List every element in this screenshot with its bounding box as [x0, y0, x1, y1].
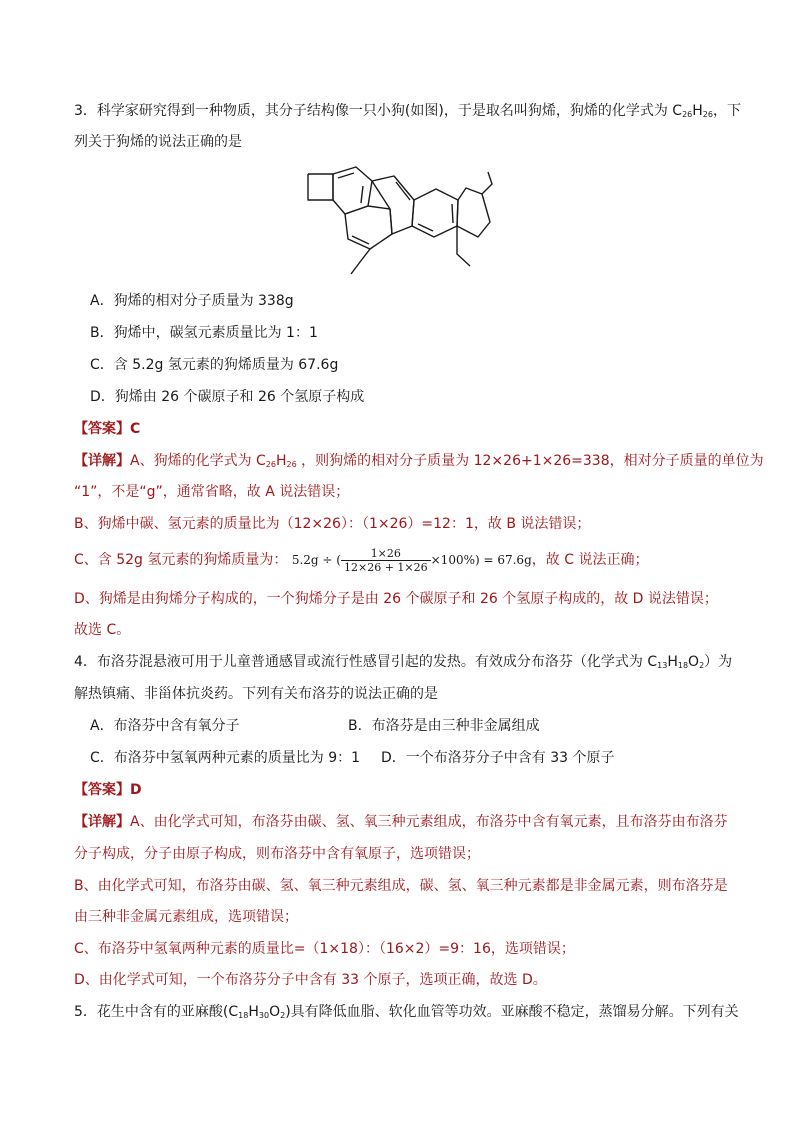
q4-stem-tail: ）为 — [704, 654, 733, 670]
q3-stem-tail: ，下 — [712, 103, 741, 119]
cyclobutane-ring — [308, 174, 333, 200]
calc-suffix: ×100%) = 67.6g — [430, 553, 532, 567]
q5-formula-h: H — [248, 1004, 259, 1020]
q5-stem — [74, 1002, 739, 1022]
benzene-ring-b — [345, 206, 392, 249]
q5-formula-sub: 30 — [258, 1011, 270, 1020]
q3-stem — [74, 101, 741, 121]
q3-option-c: C．含 5.2g 氢元素的狗烯质量为 67.6g — [90, 357, 339, 373]
q3-explanation-a — [74, 451, 764, 471]
q3-explanation-c — [74, 543, 648, 577]
q3-exp-a-tail: ，则狗烯的相对分子质量为 12×26+1×26=338，相对分子质量的单位为 — [296, 453, 764, 469]
q3-stem-text: 3．科学家研究得到一种物质，其分子结构像一只小狗(如图)，于是取名叫狗烯，狗烯的化学式为 C — [74, 103, 683, 119]
q3-formula-h: H — [692, 103, 703, 119]
q5-formula-sub: 2 — [280, 1011, 286, 1020]
q4-formula-h: H — [667, 654, 678, 670]
q4-stem-line2: 解热镇痛、非甾体抗炎药。下列有关布洛芬的说法正确的是 — [74, 686, 438, 702]
q4-formula-sub: 2 — [699, 661, 705, 670]
q4-stem — [74, 652, 732, 672]
q4-formula-sub: 18 — [677, 661, 689, 670]
q3-formula-sub: 26 — [702, 110, 713, 119]
q4-explanation-a-line2: 分子构成，分子由原子构成，则布洛芬中含有氧原子，选项错误； — [74, 846, 480, 862]
q3-explanation-a-line2: “1”，不是“g”，通常省略，故 A 说法错误； — [74, 484, 350, 500]
q3-option-a: A．狗烯的相对分子质量为 338g — [90, 293, 294, 309]
q3-explanation-b: B、狗烯中碳、氢元素的质量比为（12×26）：（1×26）=12：1，故 B 说法错误； — [74, 516, 591, 532]
calc-fraction — [341, 547, 431, 574]
q4-explanation-b-line2: 由三种非金属元素组成，选项错误； — [74, 909, 298, 925]
q3-explanation-d: D、狗烯是由狗烯分子构成的，一个狗烯分子是由 26 个碳原子和 26 个氢原子构成的，故 D 说法错误； — [74, 591, 718, 607]
benzene-ring-e — [457, 188, 490, 237]
q3-option-b: B．狗烯中，碳氢元素质量比为 1：1 — [90, 325, 318, 341]
q3-exp-h: H — [276, 453, 287, 469]
q3-answer: 【答案】C — [74, 421, 141, 437]
ethyl-group-left — [351, 249, 370, 274]
q4-formula-o: O — [688, 654, 700, 670]
q5-stem-tail: )具有降低血脂、软化血管等功效。亚麻酸不稳定，蒸馏易分解。下列有关 — [285, 1004, 739, 1020]
q4-explanation-c: C、布洛芬中氢氧两种元素的质量比=（1×18）：（16×2）=9：16，选项错误； — [74, 941, 575, 957]
q4-exp-a-text: A、由化学式可知，布洛芬由碳、氢、氧三种元素组成，布洛芬中含有氧元素，且布洛芬由布洛芬 — [130, 814, 728, 830]
fraction-numerator: 1×26 — [341, 547, 431, 561]
q3-conclusion: 故选 C。 — [74, 622, 131, 638]
q4-formula-sub: 13 — [657, 661, 668, 670]
q3-exp-a-text: A、狗烯的化学式为 C — [130, 453, 266, 469]
q5-formula-sub: 18 — [238, 1011, 249, 1020]
calc-prefix: 5.2g ÷ ( — [291, 553, 341, 567]
q4-option-a: A．布洛芬中含有氧分子 — [90, 718, 240, 734]
q4-answer: 【答案】D — [74, 782, 142, 798]
q3-exp-c-tail: ，故 C 说法正确； — [531, 552, 649, 568]
q4-explanation-b: B、由化学式可知，布洛芬由碳、氢、氧三种元素组成，碳、氢、氧三种元素都是非金属元素，则布洛芬是 — [74, 878, 728, 894]
q3-option-d: D．狗烯由 26 个碳原子和 26 个氢原子构成 — [90, 389, 365, 405]
q3-exp-sub: 26 — [286, 460, 297, 469]
q3-exp-c-text: C、含 52g 氢元素的狗烯质量为： — [74, 552, 288, 568]
dogene-structure-diagram — [300, 164, 500, 284]
q4-stem-text: 4．布洛芬混悬液可用于儿童普通感冒或流行性感冒引起的发热。有效成分布洛芬（化学式为 C — [74, 654, 658, 670]
q3-stem-line2: 列关于狗烯的说法正确的是 — [74, 134, 242, 150]
q4-option-d: D．一个布洛芬分子中含有 33 个原子 — [381, 750, 615, 766]
fraction-denominator: 12×26 + 1×26 — [343, 561, 428, 574]
q4-option-b: B．布洛芬是由三种非金属组成 — [348, 718, 540, 734]
q4-exp-tag: 【详解】 — [74, 814, 130, 830]
q5-stem-text: 5．花生中含有的亚麻酸(C — [74, 1004, 239, 1020]
q3-exp-tag: 【详解】 — [74, 453, 130, 469]
q4-explanation-d: D、由化学式可知，一个布洛芬分子中含有 33 个原子，选项正确，故选 D。 — [74, 972, 547, 988]
q3-exp-sub: 26 — [265, 460, 276, 469]
ethyl-group-top — [482, 172, 492, 194]
benzene-ring-c — [372, 176, 414, 234]
q3-formula-sub: 26 — [682, 110, 693, 119]
q4-option-c: C．布洛芬中氢氧两种元素的质量比为 9：1 — [90, 750, 361, 766]
benzene-ring-d — [412, 189, 458, 237]
q5-formula-o: O — [269, 1004, 281, 1020]
q4-explanation-a — [74, 812, 728, 832]
